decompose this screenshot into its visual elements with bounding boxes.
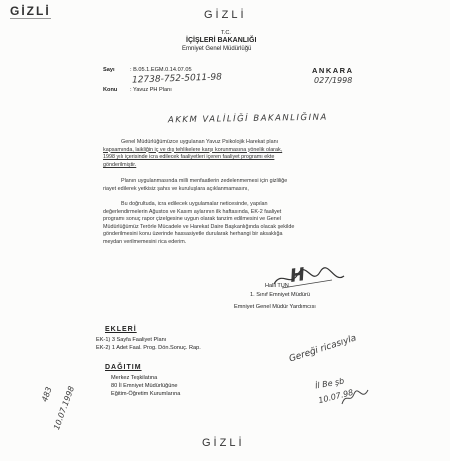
header-department: Emniyet Genel Müdürlüğü [182, 46, 252, 52]
body-paragraph-3 [103, 201, 353, 247]
signature-title-2: Emniyet Genel Müdür Yardımcısı [234, 304, 316, 310]
attachments-heading: EKLERİ [105, 326, 137, 333]
distribution-item: 80 İl Emniyet Müdürlüğüne [111, 383, 178, 389]
handwritten-note-line-3: 10.07.98 [317, 387, 355, 406]
body-line: değerlendirmelerin Ağustos ve Kasım aylarının ilk haftasında, EK-2 faaliyet [103, 208, 282, 215]
distribution-item: Eğitim-Öğretim Kurumlarına [111, 391, 181, 397]
body-line: gönderilmesini konu üzerinde hassasiyetle durularak herhangi bir aksaklığa [103, 231, 283, 238]
distribution-heading: DAĞITIM [105, 364, 142, 371]
konu-label: Konu [103, 87, 118, 93]
date-handwritten: 027/1998 [314, 76, 353, 85]
body-paragraph-1 [103, 139, 353, 169]
sayi-handwritten: 12738-752-5011-98 [131, 72, 223, 86]
sayi-value: : B.05.1.EGM.0.14.07.05 [130, 67, 192, 73]
handwritten-left-note-1: 483 [40, 385, 54, 404]
body-line: Müdürlüğümüz Terörle Mücadele ve Harekat Daire Başkanlığında olacak şekilde [103, 223, 295, 230]
attachment-item: EK-2) 1 Adet Faal. Prog. Dön.Sonuç. Rap. [96, 345, 201, 351]
body-line: gönderilmiştir. [103, 161, 137, 168]
attachment-item: EK-1) 3 Sayfa Faaliyet Planı [96, 337, 167, 343]
signature-title-1: 1. Sınıf Emniyet Müdürü [250, 292, 311, 298]
classification-stamp-top: GİZLİ [204, 9, 247, 21]
body-line: riayet edilerek yetkisiz şahıs ve kuruluşlara açıklanmamasını, [103, 185, 249, 192]
header-tc: T.C. [221, 30, 231, 36]
classification-stamp-top-left: GİZLİ [10, 4, 51, 18]
body-line: programı sonuç rapor çizelgesine uygun olarak tanzim edilmesini ve Genel [103, 216, 281, 223]
handwritten-initials [340, 386, 370, 408]
header-ministry: İÇİŞLERİ BAKANLIĞI [186, 37, 257, 44]
handwritten-note-line-1: Gereği ricasıyla [288, 333, 358, 365]
body-line: meydan verilmemesini rica ederim. [103, 238, 187, 245]
signature-name: Halil TUN [265, 283, 289, 289]
konu-value: : Yavuz PH Planı [130, 87, 172, 93]
body-line: Planın uygulanmasında milli menfaatlerin zedelenmemesi için gizliliğe [121, 178, 288, 184]
handwritten-left-note-2: 10.07.1998 [52, 384, 77, 432]
body-line: kapsamında, laikliğin iç ve dış tehlikelere karşı korunmasına yönelik olarak, [103, 146, 283, 153]
signature-scribble: H [288, 264, 307, 287]
addressee-handwritten: AKKM VALİLİĞİ BAKANLIĞINA [167, 112, 328, 126]
distribution-item: Merkez Teşkilatına [111, 375, 158, 381]
body-line: Genel Müdürlüğümüzce uygulanan Yavuz Psikolojik Harekat planı [121, 139, 279, 145]
body-line: Bu doğrultuda, icra edilecek uygulamalar neticesinde, yapılan [121, 201, 268, 207]
sayi-label: Sayı [103, 67, 115, 73]
city-label: ANKARA [312, 66, 354, 75]
body-paragraph-2 [103, 178, 353, 193]
handwritten-note-line-2: İl Be şb [314, 376, 345, 391]
body-line: 1998 yılı içerisinde icra edilecek faaliyetleri içeren faaliyet programı ekte [103, 154, 275, 161]
classification-stamp-bottom: GİZLİ [202, 437, 245, 449]
